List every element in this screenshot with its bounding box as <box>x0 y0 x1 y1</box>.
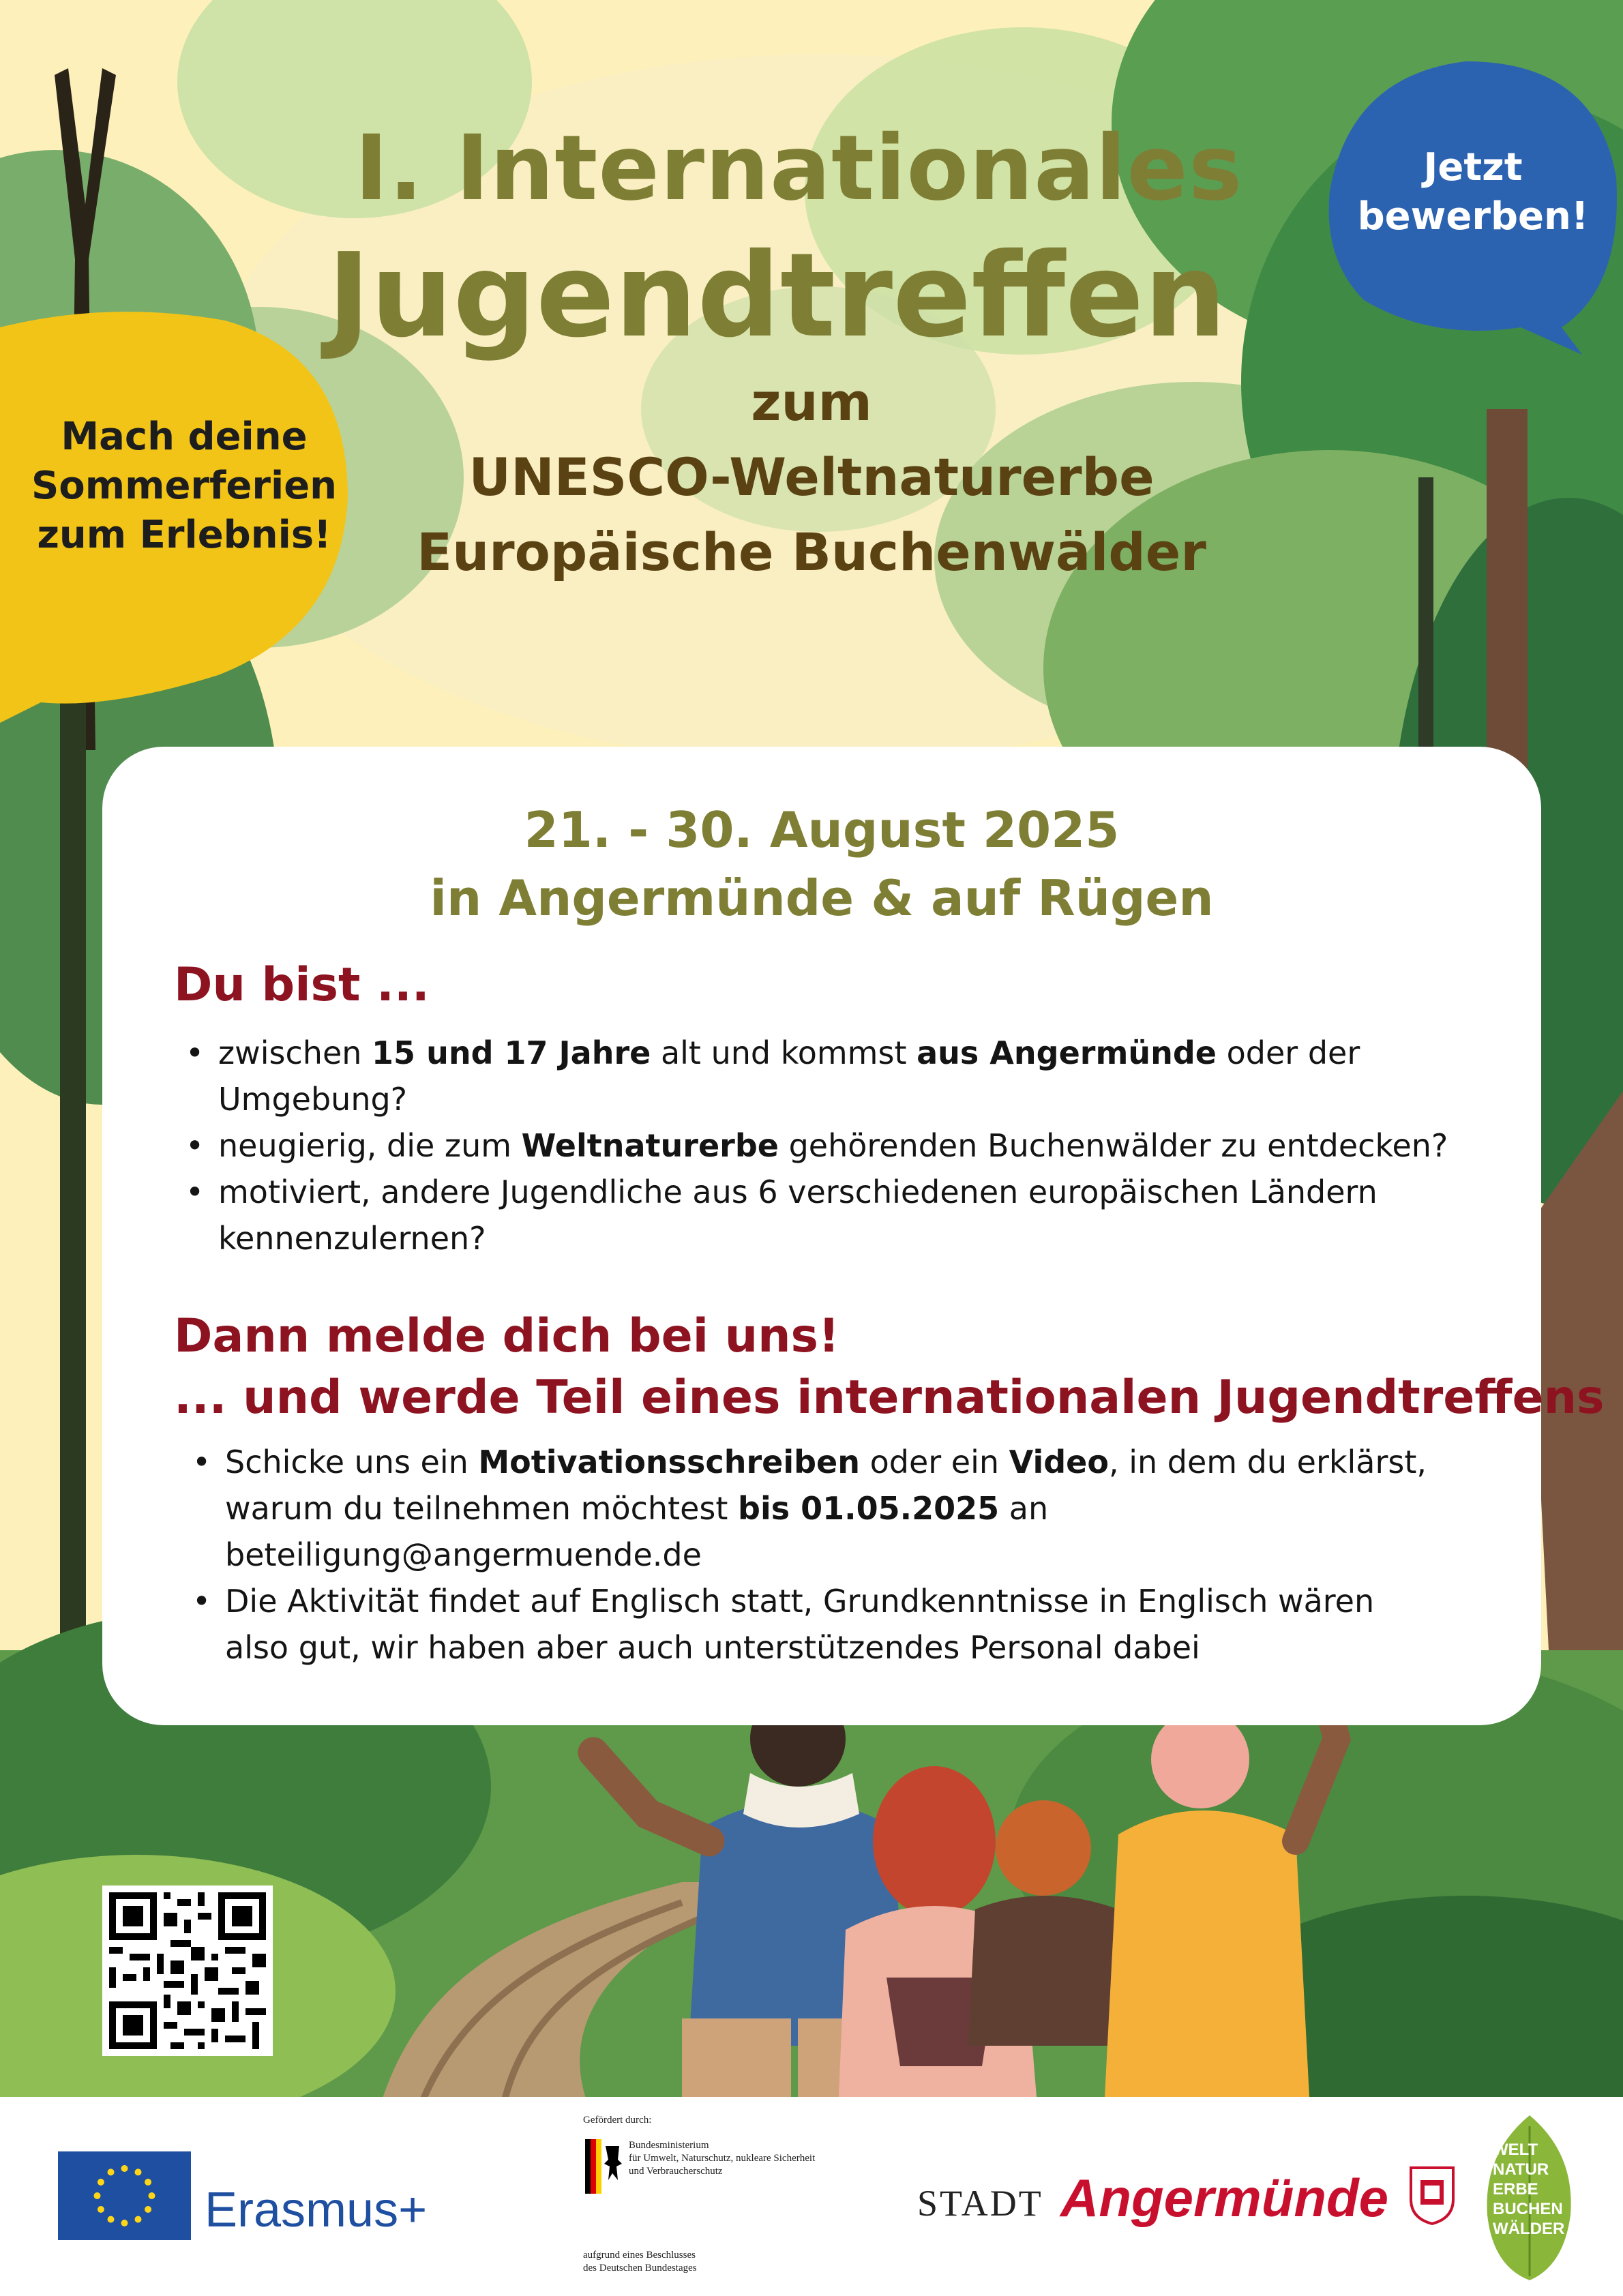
leaf-line-5: WÄLDER <box>1493 2220 1565 2238</box>
list-item: • Die Aktivität findet auf Englisch statt, Grundkenntnisse in Englisch wären also gut, wir haben aber auch unterstützendes Personal dabei <box>191 1578 1521 1671</box>
list-item: • motiviert, andere Jugendliche aus 6 verschiedenen europäischen Ländern kennenzulernen? <box>184 1169 1521 1262</box>
parliament-note <box>583 2249 697 2275</box>
leaf-line-3: ERBE <box>1493 2180 1538 2198</box>
title-line-2: Jugendtreffen <box>327 228 1227 363</box>
world-heritage-leaf-icon <box>1483 2113 1575 2283</box>
angermuende-logo-text: Angermünde <box>1060 2168 1389 2228</box>
title-line-1: I. Internationales <box>355 116 1243 221</box>
erasmus-logo-text: Erasmus+ <box>205 2183 428 2237</box>
subtitle-line-1: zum <box>751 372 872 432</box>
yellow-bubble-line-3: zum Erlebnis! <box>37 513 331 557</box>
cta-heading-1: Dann melde dich bei uns! <box>174 1309 840 1363</box>
apply-list <box>191 1439 1521 1671</box>
blue-bubble-line-2: bewerben! <box>1357 194 1589 239</box>
ministry-line-3: und Verbraucherschutz <box>629 2166 723 2177</box>
stadt-label: STADT <box>917 2183 1043 2224</box>
parliament-line-2: des Deutschen Bundestages <box>583 2263 697 2273</box>
ministry-line-1: Bundesministerium <box>629 2140 709 2151</box>
list-item: • neugierig, die zum Weltnaturerbe gehörenden Buchenwälder zu entdecken? <box>184 1122 1521 1169</box>
qr-code-icon[interactable] <box>102 1885 273 2056</box>
du-bist-list <box>184 1030 1521 1262</box>
event-date: 21. - 30. August 2025 <box>524 801 1120 859</box>
event-location: in Angermünde & auf Rügen <box>430 869 1214 927</box>
blue-bubble-line-1: Jetzt <box>1423 145 1523 190</box>
leaf-line-2: NATUR <box>1493 2160 1549 2179</box>
blue-bubble-text <box>1337 143 1609 241</box>
yellow-bubble-line-2: Sommerferien <box>31 464 338 508</box>
du-bist-heading: Du bist ... <box>174 958 430 1012</box>
yellow-bubble-text <box>14 413 355 560</box>
yellow-bubble-line-1: Mach deine <box>61 415 308 459</box>
funded-by-label: Gefördert durch: <box>583 2115 652 2126</box>
leaf-text <box>1493 2140 1568 2239</box>
federal-eagle-icon <box>585 2139 622 2194</box>
ministry-name <box>629 2139 815 2178</box>
subtitle-line-2: UNESCO-Weltnaturerbe <box>468 447 1155 507</box>
ministry-line-2: für Umwelt, Naturschutz, nukleare Sicherheit <box>629 2153 816 2164</box>
eu-flag-icon <box>58 2151 191 2240</box>
cta-heading-2: ... und werde Teil eines internationalen Jugendtreffens <box>174 1371 1605 1425</box>
list-item: • zwischen 15 und 17 Jahre alt und kommst aus Angermünde oder der Umgebung? <box>184 1030 1521 1122</box>
leaf-line-4: BUCHEN <box>1493 2200 1563 2218</box>
subtitle-line-3: Europäische Buchenwälder <box>417 522 1206 582</box>
city-crest-icon <box>1408 2165 1456 2225</box>
leaf-line-1: WELT <box>1493 2141 1538 2159</box>
parliament-line-1: aufgrund eines Beschlusses <box>583 2250 696 2261</box>
list-item: • Schicke uns ein Motivationsschreiben oder ein Video, in dem du erklärst, warum du teilnehmen möchtest bis 01.05.2025 an beteiligung@angermuende.de <box>191 1439 1521 1578</box>
email-link[interactable]: beteiligung@angermuende.de <box>225 1536 702 1573</box>
